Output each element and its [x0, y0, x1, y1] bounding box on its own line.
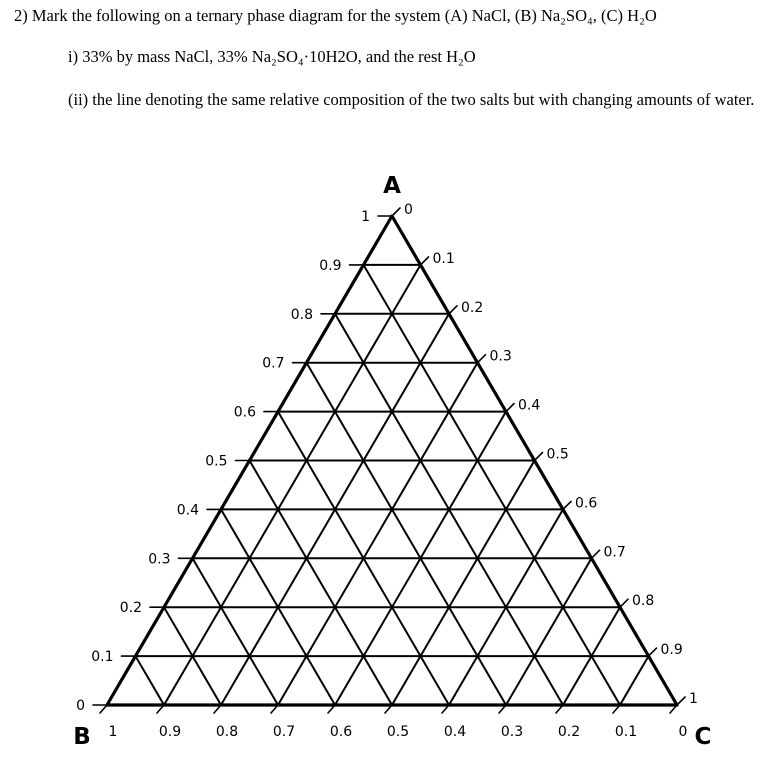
- grid-line-parallel-ab: [620, 656, 649, 705]
- tick-label-bottom: 0.8: [215, 724, 239, 740]
- grid-line-parallel-ac: [364, 265, 621, 705]
- tick-mark-right: [506, 404, 514, 412]
- tick-label-right: 0.6: [575, 495, 598, 512]
- tick-label-right: 0.4: [518, 397, 541, 414]
- tick-mark-right: [421, 257, 429, 265]
- tick-label-bottom: 0.4: [443, 724, 467, 740]
- tick-label-bottom: 0.7: [272, 724, 296, 740]
- vertex-label-a: A: [383, 173, 401, 199]
- tick-label-right: 0.1: [432, 250, 455, 267]
- tick-label-right: 0.8: [632, 593, 655, 610]
- tick-label-bottom: 0: [678, 724, 688, 740]
- tick-label-left: 0.8: [290, 306, 313, 323]
- grid-line-parallel-ac: [250, 461, 393, 706]
- tick-label-left: 0.7: [262, 355, 285, 372]
- tick-label-left: 0.2: [119, 600, 142, 617]
- tick-label-bottom: 0.6: [329, 724, 353, 740]
- ternary-grid: [107, 216, 677, 705]
- tick-label-bottom: 1: [108, 724, 118, 740]
- tick-mark-right: [563, 501, 571, 509]
- tick-label-bottom: 0.9: [158, 724, 182, 740]
- tick-label-left: 0.9: [319, 257, 342, 274]
- tick-mark-right: [535, 453, 543, 461]
- tick-label-right: 0.7: [603, 544, 626, 561]
- vertex-label-b: B: [73, 724, 91, 750]
- tick-label-bottom: 0.3: [500, 724, 524, 740]
- tick-label-left: 0.5: [205, 453, 228, 470]
- grid-line-parallel-ab: [278, 363, 478, 705]
- grid-line-parallel-ab: [506, 558, 592, 705]
- tick-label-left: 0.3: [148, 551, 171, 568]
- tick-mark-right: [592, 550, 600, 558]
- tick-label-left: 0: [76, 698, 85, 714]
- grid-line-parallel-ac: [307, 363, 507, 705]
- tick-mark-right: [478, 355, 486, 363]
- tick-mark-right: [620, 599, 628, 607]
- question-title-text: Mark the following on a ternary phase diagram for the system (A) NaCl, (B) Na₂SO₄, (C) H₂O: [31, 6, 657, 25]
- grid-line-parallel-ac: [193, 558, 279, 705]
- tick-mark-right: [449, 306, 457, 314]
- tick-mark-right: [649, 648, 657, 656]
- tick-label-bottom: 0.1: [614, 724, 638, 740]
- grid-line-parallel-ab: [164, 265, 421, 705]
- question-part-i: i) 33% by mass NaCl, 33% Na₂SO₄·10H2O, and the rest H₂O: [68, 47, 476, 66]
- tick-label-right: 0.5: [546, 446, 569, 463]
- question-part-ii: (ii) the line denoting the same relative composition of the two salts but with changing amounts of water.: [68, 90, 755, 109]
- tick-label-left: 0.6: [233, 404, 256, 421]
- tick-label-bottom: 0.5: [386, 724, 410, 740]
- grid-line-parallel-ac: [136, 656, 165, 705]
- tick-mark-right: [677, 697, 685, 705]
- tick-label-right: 0.2: [461, 299, 484, 316]
- tick-label-right: 0: [404, 202, 413, 218]
- ternary-tick-labels: [76, 202, 698, 740]
- tick-label-left: 0.1: [91, 649, 114, 666]
- tick-mark-right: [392, 208, 400, 216]
- tick-label-right: 1: [689, 691, 698, 707]
- tick-label-left: 1: [361, 209, 370, 225]
- vertex-label-c: C: [694, 724, 712, 750]
- grid-line-parallel-ab: [392, 461, 535, 706]
- tick-label-right: 0.3: [489, 348, 512, 365]
- question-number: 2): [14, 6, 28, 25]
- tick-label-bottom: 0.2: [557, 724, 581, 740]
- tick-label-left: 0.4: [176, 502, 199, 519]
- tick-mark-bottom: [100, 705, 107, 713]
- tick-label-right: 0.9: [660, 642, 683, 659]
